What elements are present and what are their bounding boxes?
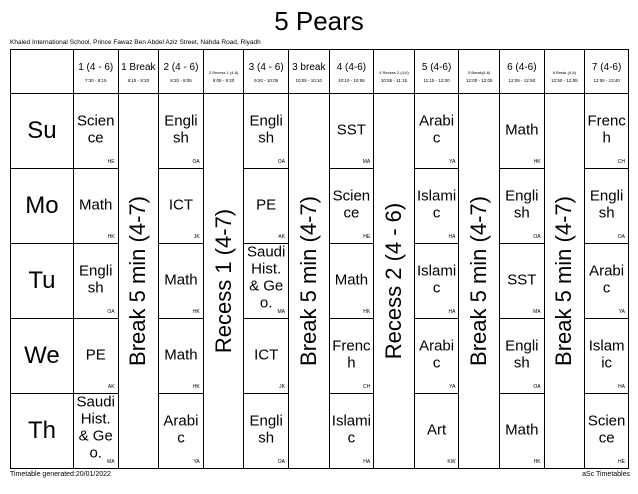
lesson-cell[interactable] — [73, 94, 118, 169]
lesson-cell[interactable] — [244, 319, 289, 394]
break-label: Break 5 min (4-7) — [295, 196, 321, 366]
lesson-cell[interactable] — [329, 94, 374, 169]
page-title: 5 Pears — [274, 6, 364, 36]
lesson-cell[interactable] — [500, 94, 545, 169]
subject-name: Science — [587, 412, 626, 447]
teacher-code: HK — [107, 234, 115, 240]
teacher-code: KW — [447, 459, 456, 465]
subject-name: English — [505, 187, 539, 222]
teacher-code: OA — [277, 159, 285, 165]
teacher-code: YA — [193, 459, 200, 465]
period-name: 6 Break (4-6) — [552, 70, 577, 75]
teacher-code: HK — [533, 159, 541, 165]
subject-name: Islamic — [588, 337, 625, 372]
teacher-code: CH — [617, 159, 625, 165]
teacher-code: HK — [192, 384, 200, 390]
subject-name: Math — [164, 271, 198, 289]
period-name: 7 (4-6) — [591, 62, 622, 73]
lesson-cell[interactable] — [585, 319, 629, 394]
break-label-wrap — [204, 94, 244, 468]
lesson-cell[interactable] — [414, 244, 459, 319]
subject-name: Islamic — [417, 187, 457, 222]
day-row — [11, 94, 629, 169]
break-label: Break 5 min (4-7) — [466, 196, 492, 366]
period-header — [244, 50, 289, 94]
period-name: 4 (4-6) — [336, 62, 367, 73]
break-label: Recess 1 (4-7) — [210, 208, 236, 354]
lesson-cell[interactable] — [329, 394, 374, 469]
subject-name: ICT — [254, 346, 279, 364]
period-name: 6 (4-6) — [507, 62, 537, 73]
period-header-row — [11, 50, 629, 94]
subject-name: Saudi Hist. & Geo. — [246, 243, 286, 312]
period-time: 7:30 - 8:15 — [84, 78, 107, 83]
period-header — [73, 50, 118, 94]
period-time: 10:05 - 10:10 — [295, 78, 323, 83]
teacher-code: MA — [533, 309, 541, 315]
day-name: Mo — [25, 192, 59, 219]
period-header — [288, 50, 329, 94]
lesson-cell[interactable] — [329, 244, 374, 319]
lesson-cell[interactable] — [585, 169, 629, 244]
break-label-wrap — [459, 94, 499, 468]
teacher-code: HK — [533, 459, 541, 465]
lesson-cell[interactable] — [73, 169, 118, 244]
break-label: Break 5 min (4-7) — [551, 196, 577, 366]
lesson-cell[interactable] — [244, 169, 289, 244]
lesson-cell[interactable] — [585, 94, 629, 169]
subject-name: Math — [505, 421, 539, 439]
lesson-cell[interactable] — [585, 394, 629, 469]
subject-name: French — [587, 112, 626, 147]
lesson-cell[interactable] — [414, 169, 459, 244]
teacher-code: OA — [533, 384, 541, 390]
teacher-code: MA — [107, 459, 115, 465]
teacher-code: HE — [107, 159, 115, 165]
period-time: 8:15 - 8:20 — [127, 78, 150, 83]
day-header — [11, 169, 74, 244]
period-name: 3 (4 - 6) — [248, 62, 284, 73]
period-header — [585, 50, 629, 94]
day-header — [11, 244, 74, 319]
teacher-code: CH — [362, 384, 371, 390]
teacher-code: OA — [533, 234, 541, 240]
period-name: 2 (4 - 6) — [163, 62, 199, 73]
period-header — [544, 50, 585, 94]
subject-name: Islamic — [417, 262, 457, 297]
period-header — [329, 50, 374, 94]
lesson-cell[interactable] — [500, 169, 545, 244]
day-header — [11, 94, 74, 169]
break-cell — [544, 94, 585, 469]
lesson-cell[interactable] — [159, 394, 204, 469]
subject-name: Art — [427, 421, 447, 439]
subject-name: Science — [76, 112, 115, 147]
lesson-cell[interactable] — [244, 244, 289, 319]
teacher-code: YA — [449, 159, 456, 165]
lesson-cell[interactable] — [159, 169, 204, 244]
lesson-cell[interactable] — [159, 244, 204, 319]
subject-name: Math — [164, 346, 198, 364]
subject-name: Math — [505, 121, 539, 139]
break-label-wrap — [374, 94, 414, 468]
day-name: We — [24, 342, 60, 369]
period-name: 5 (4-6) — [421, 62, 452, 73]
teacher-code: HA — [618, 384, 625, 390]
subject-name: Math — [334, 271, 369, 289]
period-time: 10:10 - 10:55 — [338, 78, 365, 83]
teacher-code: HK — [192, 309, 200, 315]
subject-name: PE — [256, 196, 277, 214]
break-label-wrap — [545, 94, 585, 468]
teacher-code: HK — [363, 309, 371, 315]
lesson-cell[interactable] — [414, 394, 459, 469]
period-time: 12:50 - 12:55 — [551, 78, 578, 83]
lesson-cell[interactable] — [73, 394, 118, 469]
teacher-code: HA — [448, 234, 456, 240]
lesson-cell[interactable] — [329, 169, 374, 244]
teacher-code: JK — [193, 234, 200, 240]
teacher-code: MA — [362, 159, 371, 165]
lesson-cell[interactable] — [500, 319, 545, 394]
teacher-code: OA — [617, 234, 625, 240]
teacher-code: MA — [277, 309, 285, 315]
subject-name: SST — [336, 121, 366, 139]
period-header — [118, 50, 159, 94]
lesson-cell[interactable] — [414, 94, 459, 169]
period-time: 8:20 - 9:05 — [170, 78, 192, 83]
teacher-code: YA — [449, 384, 456, 390]
lesson-cell[interactable] — [244, 394, 289, 469]
day-header — [11, 319, 74, 394]
break-label-wrap — [289, 94, 329, 468]
lesson-cell[interactable] — [329, 319, 374, 394]
period-name: 1 Break — [121, 62, 156, 73]
subject-name: Saudi Hist. & Geo. — [76, 393, 115, 462]
subject-name: English — [249, 412, 283, 447]
period-time: 11:15 - 12:00 — [423, 78, 450, 83]
lesson-cell[interactable] — [159, 94, 204, 169]
subject-name: Arabic — [163, 412, 199, 447]
day-header — [11, 394, 74, 469]
teacher-code: HA — [363, 459, 371, 465]
teacher-code: HA — [448, 309, 456, 315]
timetable — [10, 49, 629, 469]
period-header — [500, 50, 545, 94]
period-header — [459, 50, 500, 94]
break-cell — [118, 94, 159, 469]
period-time: 9:20 - 10:05 — [254, 78, 279, 83]
teacher-code: HE — [618, 459, 625, 465]
break-cell — [203, 94, 244, 469]
day-name: Su — [27, 117, 57, 144]
lesson-cell[interactable] — [73, 319, 118, 394]
lesson-cell[interactable] — [414, 319, 459, 394]
subject-name: Science — [332, 187, 371, 222]
lesson-cell[interactable] — [244, 94, 289, 169]
period-time: 12:55 - 13:40 — [593, 78, 620, 83]
period-time: 12:00 - 12:05 — [465, 78, 493, 83]
break-cell — [288, 94, 329, 469]
subject-name: French — [332, 337, 371, 372]
period-time: 12:05 - 12:50 — [508, 78, 536, 83]
subject-name: PE — [85, 346, 106, 364]
day-name: Tu — [28, 267, 56, 294]
period-header — [159, 50, 204, 94]
lesson-cell[interactable] — [585, 244, 629, 319]
lesson-cell[interactable] — [500, 244, 545, 319]
period-name: 3 break — [292, 62, 326, 73]
subject-name: English — [505, 337, 539, 372]
subject-name: English — [249, 112, 283, 147]
teacher-code: OA — [277, 459, 285, 465]
lesson-cell[interactable] — [500, 394, 545, 469]
subject-name: Arabic — [419, 112, 455, 147]
break-label-wrap — [119, 94, 159, 468]
subject-name: English — [164, 112, 198, 147]
lesson-cell[interactable] — [159, 319, 204, 394]
period-time: 10:55 - 11:15 — [380, 78, 408, 83]
day-name: Th — [27, 417, 56, 444]
software-credit: aSc Timetables — [582, 471, 630, 478]
school-address: Khaled International School, Prince Fawaz Ben Abdel Aziz Street, Nahda Road, Riyadh — [10, 39, 261, 46]
lesson-cell[interactable] — [73, 244, 118, 319]
subject-name: Math — [79, 196, 113, 214]
subject-name: ICT — [168, 196, 194, 214]
teacher-code: HE — [363, 234, 371, 240]
teacher-code: OA — [192, 159, 200, 165]
break-label: Recess 2 (4 - 6) — [380, 202, 406, 360]
period-header — [203, 50, 244, 94]
break-cell — [459, 94, 500, 469]
subject-name: English — [79, 262, 113, 297]
subject-name: Islamic — [331, 412, 371, 447]
teacher-code: AK — [107, 384, 115, 390]
teacher-code: OA — [107, 309, 115, 315]
period-name: 2 Recess 1 (4-6) — [208, 70, 239, 75]
break-label: Break 5 min (4-7) — [125, 196, 151, 366]
subject-name: SST — [507, 271, 537, 289]
period-name: 4 Recess 2 (4-6) — [379, 70, 409, 75]
period-time: 9:05 - 9:20 — [212, 78, 235, 83]
generated-date: Timetable generated:20/01/2022 — [10, 471, 111, 478]
break-cell — [374, 94, 415, 469]
period-header — [374, 50, 415, 94]
corner-cell — [11, 50, 74, 94]
teacher-code: AK — [278, 234, 285, 240]
subject-name: Arabic — [589, 262, 625, 297]
teacher-code: JK — [279, 384, 285, 390]
period-name: 1 (4 - 6) — [78, 62, 114, 73]
period-header — [414, 50, 459, 94]
teacher-code: YA — [618, 309, 625, 315]
period-name: 5 Break(4-6) — [468, 70, 491, 75]
subject-name: English — [589, 187, 624, 222]
subject-name: Arabic — [419, 337, 455, 372]
